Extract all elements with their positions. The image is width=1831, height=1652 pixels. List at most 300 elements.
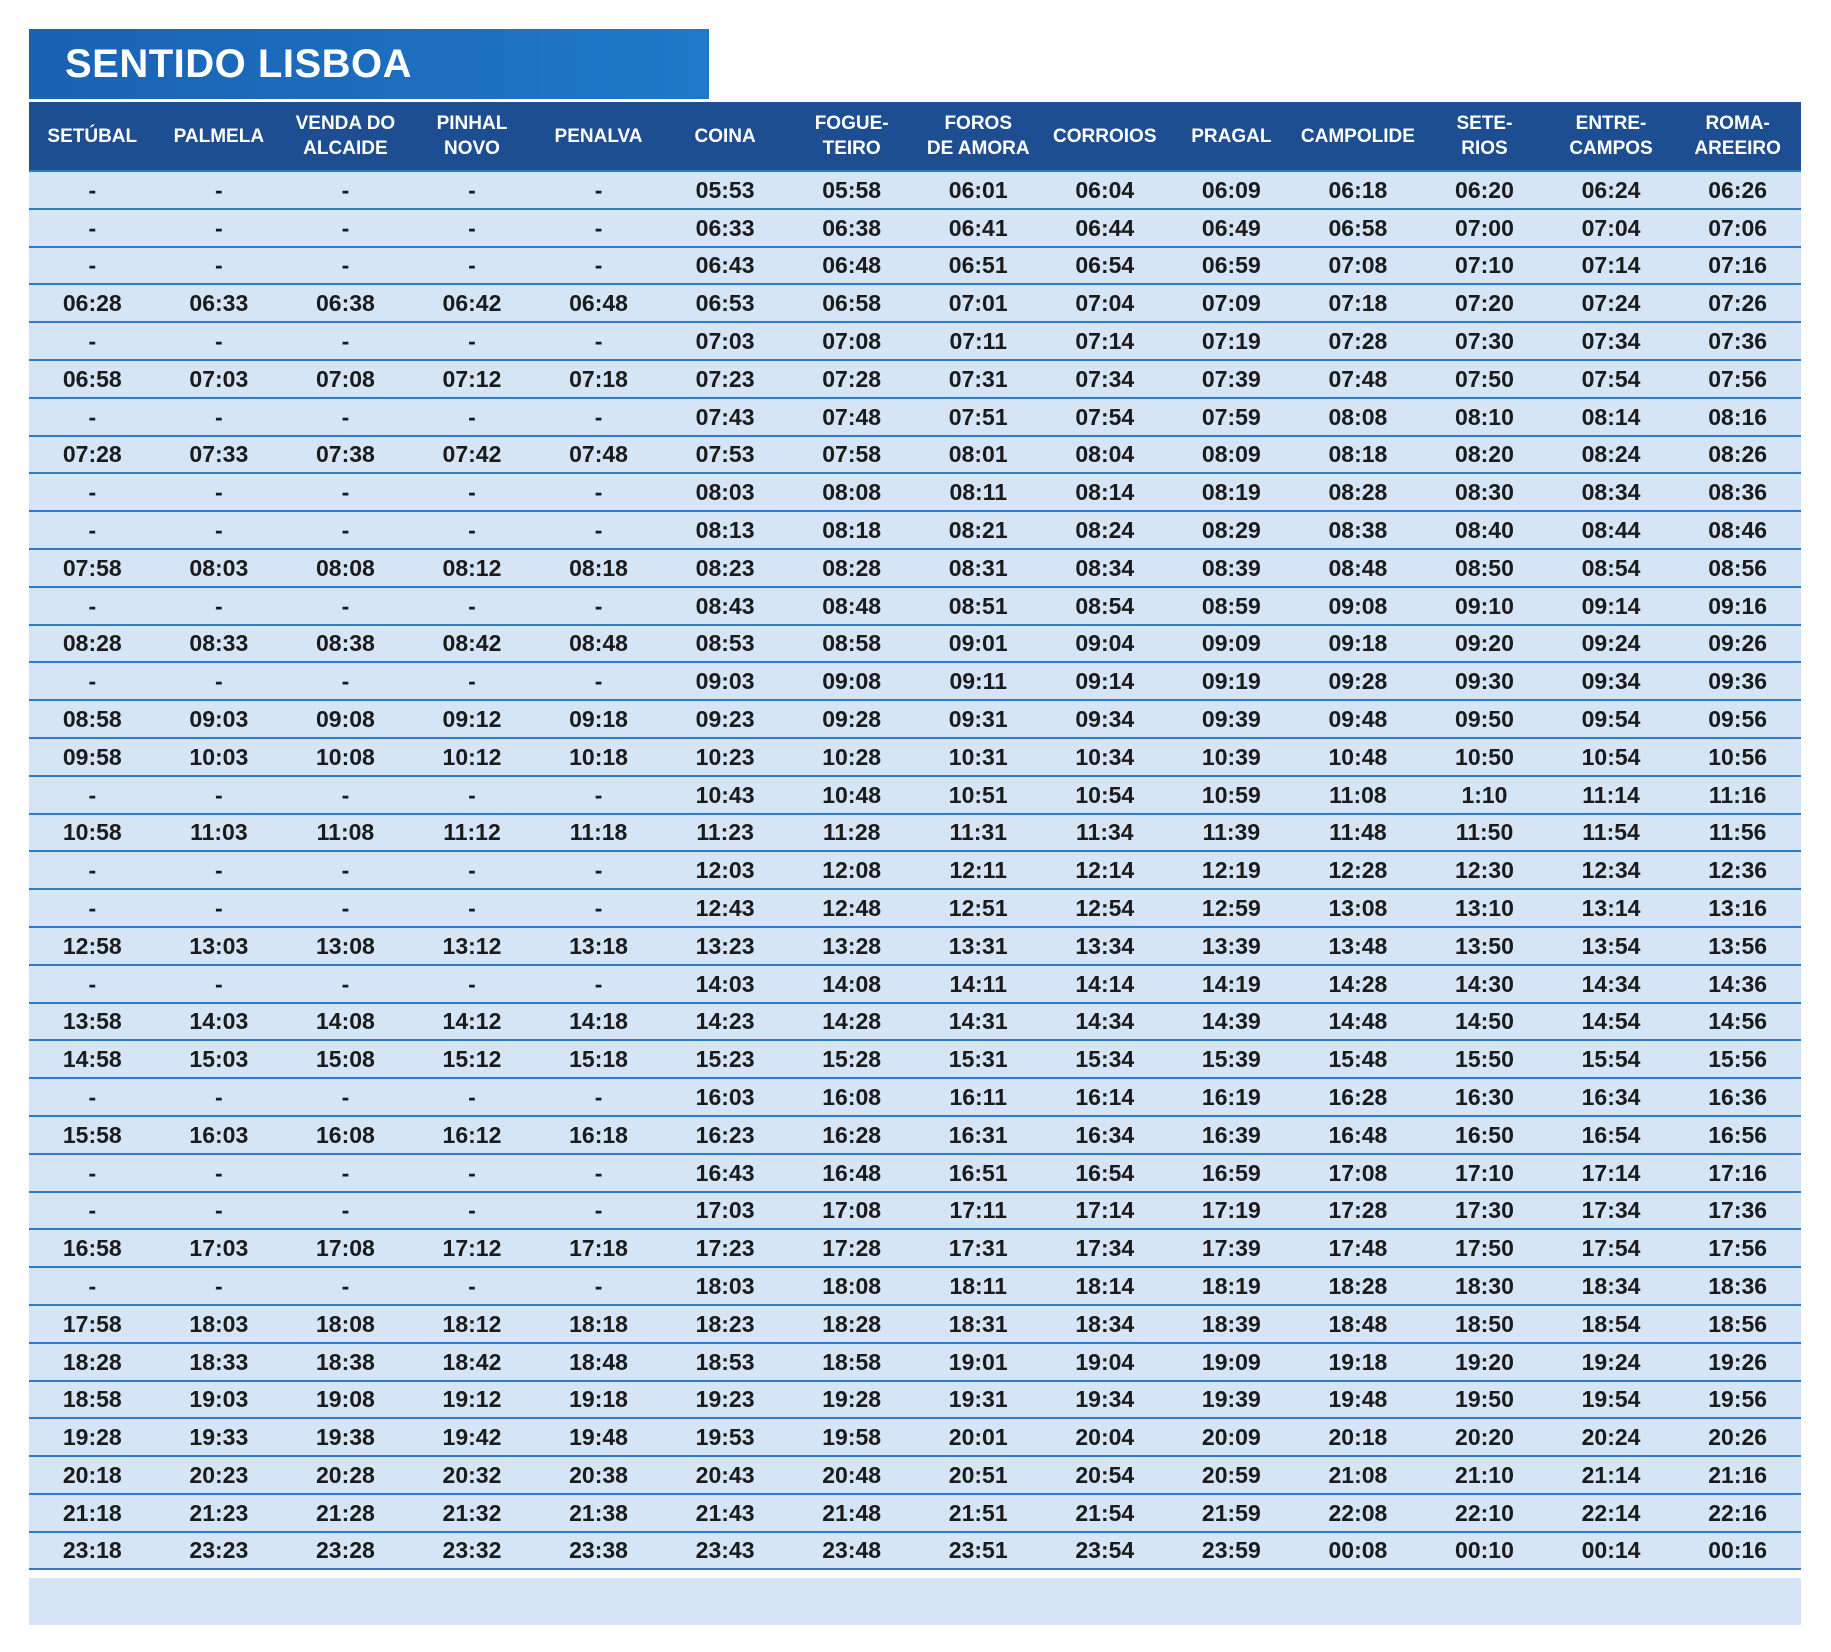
- time-cell: -: [156, 511, 283, 549]
- time-cell: 14:23: [662, 1003, 789, 1041]
- time-cell: 06:59: [1168, 247, 1295, 285]
- time-cell: 09:09: [1168, 625, 1295, 663]
- time-cell: 08:28: [1295, 473, 1422, 511]
- time-cell: 14:03: [662, 965, 789, 1003]
- time-cell: 14:39: [1168, 1003, 1295, 1041]
- time-cell: 17:10: [1421, 1154, 1548, 1192]
- time-cell: 14:30: [1421, 965, 1548, 1003]
- time-cell: 07:19: [1168, 322, 1295, 360]
- time-cell: -: [29, 965, 156, 1003]
- time-cell: 17:56: [1674, 1229, 1801, 1267]
- time-cell: 11:08: [1295, 776, 1422, 814]
- time-cell: 23:51: [915, 1532, 1042, 1570]
- table-row: [29, 1229, 1801, 1267]
- time-cell: 06:49: [1168, 209, 1295, 247]
- time-cell: 08:48: [1295, 549, 1422, 587]
- time-cell: 09:08: [282, 700, 409, 738]
- station-header: SETE- RIOS: [1421, 102, 1548, 171]
- time-cell: 13:08: [1295, 889, 1422, 927]
- time-cell: 06:48: [788, 247, 915, 285]
- table-row: [29, 1192, 1801, 1230]
- time-cell: 06:33: [156, 284, 283, 322]
- time-cell: -: [156, 587, 283, 625]
- time-cell: 10:39: [1168, 738, 1295, 776]
- time-cell: 08:16: [1674, 398, 1801, 436]
- time-cell: 08:24: [1042, 511, 1169, 549]
- time-cell: 09:48: [1295, 700, 1422, 738]
- time-cell: 19:33: [156, 1418, 283, 1456]
- time-cell: 08:28: [29, 625, 156, 663]
- time-cell: -: [29, 511, 156, 549]
- time-cell: 13:14: [1548, 889, 1675, 927]
- time-cell: 21:43: [662, 1494, 789, 1532]
- time-cell: 07:04: [1042, 284, 1169, 322]
- time-cell: 09:39: [1168, 700, 1295, 738]
- time-cell: 09:24: [1548, 625, 1675, 663]
- table-row: [29, 511, 1801, 549]
- time-cell: 08:38: [1295, 511, 1422, 549]
- time-cell: 14:50: [1421, 1003, 1548, 1041]
- time-cell: 23:54: [1042, 1532, 1169, 1570]
- time-cell: 08:23: [662, 549, 789, 587]
- time-cell: 1:10: [1421, 776, 1548, 814]
- time-cell: -: [156, 171, 283, 209]
- station-header: FOROS DE AMORA: [915, 102, 1042, 171]
- time-cell: 09:20: [1421, 625, 1548, 663]
- time-cell: 07:26: [1674, 284, 1801, 322]
- table-row: [29, 1003, 1801, 1041]
- time-cell: 08:58: [788, 625, 915, 663]
- page-title: SENTIDO LISBOA: [29, 29, 709, 99]
- time-cell: 07:04: [1548, 209, 1675, 247]
- time-cell: 16:28: [1295, 1078, 1422, 1116]
- time-cell: 06:38: [788, 209, 915, 247]
- time-cell: 20:32: [409, 1456, 536, 1494]
- time-cell: 16:12: [409, 1116, 536, 1154]
- time-cell: 14:08: [788, 965, 915, 1003]
- time-cell: -: [409, 1078, 536, 1116]
- time-cell: 09:11: [915, 662, 1042, 700]
- time-cell: 19:18: [1295, 1343, 1422, 1381]
- time-cell: 09:31: [915, 700, 1042, 738]
- time-cell: 11:18: [535, 814, 662, 852]
- time-cell: 09:03: [156, 700, 283, 738]
- table-row: [29, 1305, 1801, 1343]
- time-cell: 18:33: [156, 1343, 283, 1381]
- time-cell: 09:16: [1674, 587, 1801, 625]
- time-cell: 16:54: [1042, 1154, 1169, 1192]
- time-cell: 13:23: [662, 927, 789, 965]
- time-cell: 12:54: [1042, 889, 1169, 927]
- table-row: [29, 1343, 1801, 1381]
- time-cell: 16:34: [1042, 1116, 1169, 1154]
- time-cell: 08:12: [409, 549, 536, 587]
- station-header: PRAGAL: [1168, 102, 1295, 171]
- time-cell: 09:56: [1674, 700, 1801, 738]
- time-cell: 18:19: [1168, 1267, 1295, 1305]
- time-cell: 18:08: [282, 1305, 409, 1343]
- time-cell: 20:01: [915, 1418, 1042, 1456]
- time-cell: 06:43: [662, 247, 789, 285]
- time-cell: -: [29, 398, 156, 436]
- time-cell: 08:18: [1295, 436, 1422, 474]
- time-cell: 17:14: [1042, 1192, 1169, 1230]
- table-row: [29, 1154, 1801, 1192]
- time-cell: 14:14: [1042, 965, 1169, 1003]
- time-cell: 16:03: [662, 1078, 789, 1116]
- time-cell: -: [29, 473, 156, 511]
- time-cell: 07:28: [788, 360, 915, 398]
- time-cell: -: [156, 322, 283, 360]
- time-cell: -: [282, 776, 409, 814]
- time-cell: 15:58: [29, 1116, 156, 1154]
- time-cell: 09:08: [788, 662, 915, 700]
- time-cell: 17:39: [1168, 1229, 1295, 1267]
- time-cell: 16:54: [1548, 1116, 1675, 1154]
- time-cell: 07:28: [1295, 322, 1422, 360]
- time-cell: -: [409, 965, 536, 1003]
- table-row: [29, 171, 1801, 209]
- time-cell: 07:08: [1295, 247, 1422, 285]
- time-cell: 06:42: [409, 284, 536, 322]
- time-cell: 06:44: [1042, 209, 1169, 247]
- time-cell: 19:38: [282, 1418, 409, 1456]
- time-cell: 07:54: [1042, 398, 1169, 436]
- time-cell: 19:48: [1295, 1381, 1422, 1419]
- time-cell: -: [156, 851, 283, 889]
- time-cell: 09:18: [535, 700, 662, 738]
- time-cell: -: [29, 171, 156, 209]
- time-cell: -: [535, 171, 662, 209]
- time-cell: 07:11: [915, 322, 1042, 360]
- time-cell: 08:18: [788, 511, 915, 549]
- time-cell: 09:28: [788, 700, 915, 738]
- time-cell: 19:23: [662, 1381, 789, 1419]
- time-cell: 12:51: [915, 889, 1042, 927]
- time-cell: 06:28: [29, 284, 156, 322]
- time-cell: 09:10: [1421, 587, 1548, 625]
- time-cell: 08:42: [409, 625, 536, 663]
- time-cell: 07:54: [1548, 360, 1675, 398]
- time-cell: 21:59: [1168, 1494, 1295, 1532]
- station-header: ROMA- AREEIRO: [1674, 102, 1801, 171]
- time-cell: 18:12: [409, 1305, 536, 1343]
- time-cell: 18:53: [662, 1343, 789, 1381]
- time-cell: 08:14: [1042, 473, 1169, 511]
- time-cell: 20:43: [662, 1456, 789, 1494]
- time-cell: 13:10: [1421, 889, 1548, 927]
- time-cell: -: [282, 473, 409, 511]
- time-cell: 08:13: [662, 511, 789, 549]
- time-cell: 19:04: [1042, 1343, 1169, 1381]
- time-cell: 12:08: [788, 851, 915, 889]
- time-cell: 08:21: [915, 511, 1042, 549]
- time-cell: 16:50: [1421, 1116, 1548, 1154]
- time-cell: -: [29, 1078, 156, 1116]
- time-cell: 18:08: [788, 1267, 915, 1305]
- table-row: [29, 1494, 1801, 1532]
- time-cell: 12:59: [1168, 889, 1295, 927]
- time-cell: 13:34: [1042, 927, 1169, 965]
- time-cell: 09:18: [1295, 625, 1422, 663]
- time-cell: 08:56: [1674, 549, 1801, 587]
- time-cell: 16:30: [1421, 1078, 1548, 1116]
- time-cell: 07:58: [788, 436, 915, 474]
- time-cell: -: [282, 209, 409, 247]
- table-row: [29, 1078, 1801, 1116]
- time-cell: 13:16: [1674, 889, 1801, 927]
- time-cell: 16:18: [535, 1116, 662, 1154]
- time-cell: 17:08: [282, 1229, 409, 1267]
- time-cell: 17:50: [1421, 1229, 1548, 1267]
- time-cell: 18:30: [1421, 1267, 1548, 1305]
- time-cell: 06:58: [788, 284, 915, 322]
- time-cell: 08:38: [282, 625, 409, 663]
- time-cell: 09:12: [409, 700, 536, 738]
- time-cell: -: [156, 247, 283, 285]
- time-cell: 17:18: [535, 1229, 662, 1267]
- time-cell: 16:48: [788, 1154, 915, 1192]
- time-cell: -: [156, 473, 283, 511]
- time-cell: 18:11: [915, 1267, 1042, 1305]
- time-cell: 06:18: [1295, 171, 1422, 209]
- time-cell: -: [535, 1154, 662, 1192]
- time-cell: 07:03: [156, 360, 283, 398]
- station-header: COINA: [662, 102, 789, 171]
- time-cell: 16:23: [662, 1116, 789, 1154]
- time-cell: 18:28: [1295, 1267, 1422, 1305]
- time-cell: 11:34: [1042, 814, 1169, 852]
- time-cell: 12:43: [662, 889, 789, 927]
- time-cell: 18:34: [1548, 1267, 1675, 1305]
- time-cell: 07:00: [1421, 209, 1548, 247]
- table-row: [29, 436, 1801, 474]
- time-cell: 09:58: [29, 738, 156, 776]
- time-cell: 17:08: [788, 1192, 915, 1230]
- time-cell: -: [409, 662, 536, 700]
- time-cell: 11:23: [662, 814, 789, 852]
- time-cell: 17:36: [1674, 1192, 1801, 1230]
- time-cell: 15:39: [1168, 1040, 1295, 1078]
- time-cell: 14:56: [1674, 1003, 1801, 1041]
- time-cell: 08:14: [1548, 398, 1675, 436]
- time-cell: 18:48: [535, 1343, 662, 1381]
- time-cell: -: [535, 511, 662, 549]
- time-cell: 18:54: [1548, 1305, 1675, 1343]
- time-cell: 07:34: [1548, 322, 1675, 360]
- time-cell: 23:59: [1168, 1532, 1295, 1570]
- time-cell: 06:38: [282, 284, 409, 322]
- time-cell: -: [409, 1267, 536, 1305]
- time-cell: 09:19: [1168, 662, 1295, 700]
- time-cell: 22:16: [1674, 1494, 1801, 1532]
- time-cell: 07:06: [1674, 209, 1801, 247]
- time-cell: 08:51: [915, 587, 1042, 625]
- time-cell: 21:08: [1295, 1456, 1422, 1494]
- time-cell: -: [29, 1154, 156, 1192]
- time-cell: 08:46: [1674, 511, 1801, 549]
- time-cell: 18:03: [662, 1267, 789, 1305]
- time-cell: 20:54: [1042, 1456, 1169, 1494]
- table-row: [29, 1040, 1801, 1078]
- time-cell: 07:14: [1042, 322, 1169, 360]
- time-cell: 09:14: [1042, 662, 1169, 700]
- table-row: [29, 889, 1801, 927]
- table-row: [29, 814, 1801, 852]
- station-header: VENDA DO ALCAIDE: [282, 102, 409, 171]
- time-cell: -: [409, 473, 536, 511]
- time-cell: 11:50: [1421, 814, 1548, 852]
- time-cell: 16:48: [1295, 1116, 1422, 1154]
- time-cell: 08:09: [1168, 436, 1295, 474]
- time-cell: 08:48: [788, 587, 915, 625]
- time-cell: -: [535, 1078, 662, 1116]
- time-cell: 10:48: [788, 776, 915, 814]
- time-cell: 13:03: [156, 927, 283, 965]
- time-cell: 08:24: [1548, 436, 1675, 474]
- time-cell: 11:03: [156, 814, 283, 852]
- time-cell: 07:58: [29, 549, 156, 587]
- time-cell: 18:39: [1168, 1305, 1295, 1343]
- table-row: [29, 1456, 1801, 1494]
- time-cell: 10:51: [915, 776, 1042, 814]
- time-cell: 18:50: [1421, 1305, 1548, 1343]
- time-cell: 10:12: [409, 738, 536, 776]
- time-cell: 12:58: [29, 927, 156, 965]
- time-cell: 10:54: [1548, 738, 1675, 776]
- time-cell: 17:31: [915, 1229, 1042, 1267]
- time-cell: 06:58: [1295, 209, 1422, 247]
- time-cell: 21:51: [915, 1494, 1042, 1532]
- table-row: [29, 1267, 1801, 1305]
- time-cell: 06:41: [915, 209, 1042, 247]
- time-cell: 15:50: [1421, 1040, 1548, 1078]
- time-cell: 07:34: [1042, 360, 1169, 398]
- time-cell: -: [156, 398, 283, 436]
- time-cell: 16:14: [1042, 1078, 1169, 1116]
- time-cell: 13:48: [1295, 927, 1422, 965]
- time-cell: 10:03: [156, 738, 283, 776]
- time-cell: 07:24: [1548, 284, 1675, 322]
- time-cell: 09:36: [1674, 662, 1801, 700]
- time-cell: 09:34: [1042, 700, 1169, 738]
- station-header: PALMELA: [156, 102, 283, 171]
- time-cell: 11:12: [409, 814, 536, 852]
- time-cell: 05:53: [662, 171, 789, 209]
- time-cell: -: [156, 889, 283, 927]
- time-cell: 12:14: [1042, 851, 1169, 889]
- time-cell: 07:23: [662, 360, 789, 398]
- time-cell: 00:08: [1295, 1532, 1422, 1570]
- time-cell: -: [156, 1267, 283, 1305]
- time-cell: 15:34: [1042, 1040, 1169, 1078]
- time-cell: 07:36: [1674, 322, 1801, 360]
- table-row: [29, 738, 1801, 776]
- time-cell: 18:28: [788, 1305, 915, 1343]
- time-cell: 09:23: [662, 700, 789, 738]
- time-cell: 15:08: [282, 1040, 409, 1078]
- time-cell: 21:16: [1674, 1456, 1801, 1494]
- time-cell: 08:29: [1168, 511, 1295, 549]
- time-cell: 20:59: [1168, 1456, 1295, 1494]
- time-cell: 16:56: [1674, 1116, 1801, 1154]
- time-cell: 08:11: [915, 473, 1042, 511]
- time-cell: 06:26: [1674, 171, 1801, 209]
- time-cell: 08:48: [535, 625, 662, 663]
- time-cell: 07:53: [662, 436, 789, 474]
- time-cell: 19:24: [1548, 1343, 1675, 1381]
- time-cell: 17:03: [662, 1192, 789, 1230]
- table-row: [29, 1116, 1801, 1154]
- time-cell: 09:14: [1548, 587, 1675, 625]
- time-cell: 08:54: [1042, 587, 1169, 625]
- time-cell: -: [282, 587, 409, 625]
- time-cell: -: [535, 965, 662, 1003]
- time-cell: 13:58: [29, 1003, 156, 1041]
- time-cell: 22:10: [1421, 1494, 1548, 1532]
- time-cell: 11:31: [915, 814, 1042, 852]
- time-cell: -: [29, 209, 156, 247]
- time-cell: -: [535, 776, 662, 814]
- time-cell: 13:28: [788, 927, 915, 965]
- table-row: [29, 776, 1801, 814]
- time-cell: -: [282, 511, 409, 549]
- time-cell: 08:39: [1168, 549, 1295, 587]
- time-cell: 18:31: [915, 1305, 1042, 1343]
- time-cell: 20:51: [915, 1456, 1042, 1494]
- time-cell: 12:19: [1168, 851, 1295, 889]
- time-cell: 16:31: [915, 1116, 1042, 1154]
- time-cell: 10:28: [788, 738, 915, 776]
- time-cell: 18:34: [1042, 1305, 1169, 1343]
- time-cell: 09:01: [915, 625, 1042, 663]
- time-cell: 07:16: [1674, 247, 1801, 285]
- time-cell: 16:59: [1168, 1154, 1295, 1192]
- time-cell: 17:30: [1421, 1192, 1548, 1230]
- time-cell: 16:28: [788, 1116, 915, 1154]
- time-cell: 07:18: [535, 360, 662, 398]
- time-cell: 20:28: [282, 1456, 409, 1494]
- time-cell: 12:11: [915, 851, 1042, 889]
- time-cell: 08:19: [1168, 473, 1295, 511]
- time-cell: 17:14: [1548, 1154, 1675, 1192]
- timetable-header: [29, 102, 1801, 171]
- time-cell: 14:19: [1168, 965, 1295, 1003]
- time-cell: 07:31: [915, 360, 1042, 398]
- time-cell: 07:20: [1421, 284, 1548, 322]
- time-cell: 19:08: [282, 1381, 409, 1419]
- time-cell: 14:48: [1295, 1003, 1422, 1041]
- time-cell: 21:18: [29, 1494, 156, 1532]
- time-cell: -: [409, 587, 536, 625]
- time-cell: 08:10: [1421, 398, 1548, 436]
- time-cell: 11:14: [1548, 776, 1675, 814]
- time-cell: -: [282, 322, 409, 360]
- time-cell: 17:58: [29, 1305, 156, 1343]
- time-cell: 07:38: [282, 436, 409, 474]
- time-cell: 16:03: [156, 1116, 283, 1154]
- time-cell: 06:04: [1042, 171, 1169, 209]
- time-cell: 18:03: [156, 1305, 283, 1343]
- time-cell: 10:48: [1295, 738, 1422, 776]
- time-cell: -: [282, 662, 409, 700]
- time-cell: 07:59: [1168, 398, 1295, 436]
- time-cell: 09:26: [1674, 625, 1801, 663]
- station-header: SETÚBAL: [29, 102, 156, 171]
- time-cell: 23:38: [535, 1532, 662, 1570]
- time-cell: 20:24: [1548, 1418, 1675, 1456]
- time-cell: -: [156, 776, 283, 814]
